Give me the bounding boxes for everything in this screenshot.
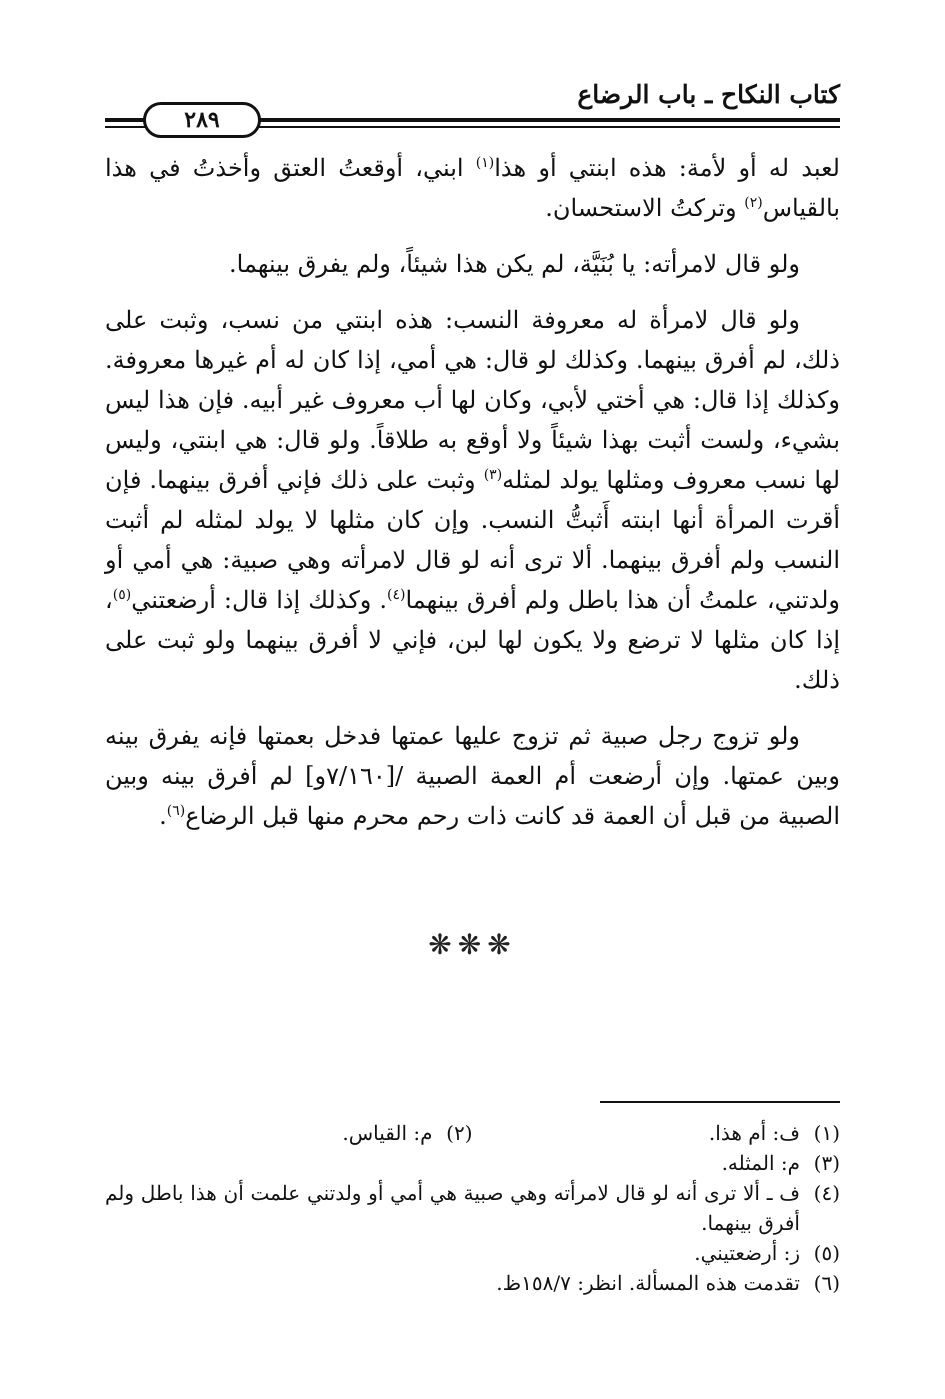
footnote-number: (٦): [813, 1271, 840, 1295]
footnote-text: م: القياس.: [342, 1121, 433, 1145]
text-run: ، إذا كان مثلها لا ترضع ولا يكون لها لبن، فإني لا أفرق بينهما ولو ثبت على ذلك.: [105, 586, 840, 694]
text-run: ابني، أوقعتُ العتق وأخذتُ في هذا بالقياس: [105, 154, 840, 222]
footnote-text: ز: أرضعتيني.: [694, 1241, 800, 1265]
section-separator: ❋❋❋: [428, 928, 517, 961]
text-run: وتركتُ الاستحسان.: [545, 194, 745, 222]
running-title: كتاب النكاح ـ باب الرضاع: [577, 80, 840, 109]
page-header: [105, 78, 840, 134]
footnote-4: [105, 1178, 840, 1238]
paragraph-4: [105, 716, 840, 836]
footnote-3: [105, 1148, 840, 1178]
footnote-text: ف ـ ألا ترى أنه لو قال لامرأته وهي صبية هي أمي أو ولدتني علمت أن هذا باطل ولم أفرق بينهما.: [105, 1181, 800, 1235]
main-text: [105, 148, 840, 852]
paragraph-1: [105, 148, 840, 228]
text-run: . وكذلك إذا قال: أرضعتني: [131, 586, 387, 614]
paragraph-2: ولو قال لامرأته: يا بُنَيَّة، لم يكن هذا شيئاً، ولم يفرق بينهما.: [229, 250, 800, 278]
text-run: ولو تزوج رجل صبية ثم تزوج عليها عمتها فدخل بعمتها فإنه يفرق بينه وبين عمتها. وإن أرضعت أم العمة الصبية /[٧/١٦٠و] لم أفرق بينه وبين الصبية من قبل أن العمة قد كانت ذات رحم محرم منها قبل الرضاع: [105, 722, 840, 830]
footnote-number: (٣): [813, 1151, 840, 1175]
footnote-text: تقدمت هذه المسألة. انظر: ١٥٨/٧ظ.: [496, 1271, 800, 1295]
footnote-ref-1[interactable]: (١): [475, 155, 495, 171]
paragraph-3: [105, 300, 840, 700]
footnote-number: (٢): [446, 1121, 473, 1145]
footnote-1: [473, 1118, 841, 1148]
footnote-ref-6[interactable]: (٦): [166, 803, 186, 819]
footnote-ref-4[interactable]: (٤): [386, 587, 406, 603]
footnote-rule: [600, 1101, 840, 1103]
footnote-5: [105, 1238, 840, 1268]
footnote-row: [105, 1118, 840, 1148]
footnote-text: م: المثله.: [721, 1151, 800, 1175]
footnotes: [105, 1118, 840, 1298]
page-number: ٢٨٩: [143, 102, 261, 138]
footnote-text: ف: أم هذا.: [708, 1121, 800, 1145]
footnote-number: (١): [813, 1121, 840, 1145]
text-run: وثبت على ذلك فإني أفرق بينهما. فإن أقرت المرأة أنها ابنته أَثبتُّ النسب. وإن كان مثلها لا يولد لمثله لم أثبت النسب ولم أفرق بينهما. ألا ترى أنه لو قال لامرأته وهي صبية: هي أمي أو ولدتني، علمتُ أن هذا باطل ولم أفرق بينهما: [105, 466, 840, 614]
text-run: لعبد له أو لأمة: هذه ابنتي أو هذا: [494, 154, 840, 182]
footnote-number: (٤): [813, 1181, 840, 1205]
footnote-ref-5[interactable]: (٥): [112, 587, 132, 603]
footnote-ref-2[interactable]: (٢): [744, 195, 763, 211]
footnote-ref-3[interactable]: (٣): [483, 467, 503, 483]
footnote-number: (٥): [813, 1241, 840, 1265]
footnote-6: [105, 1268, 840, 1298]
text-run: .: [159, 802, 167, 830]
footnote-2: [105, 1118, 473, 1148]
text-run: ولو قال لامرأة له معروفة النسب: هذه ابنتي من نسب، وثبت على ذلك، لم أفرق بينهما. وكذلك لو قال: هي أمي، إذا كان له أم غيرها معروفة. وكذلك إذا قال: هي أختي لأبي، وكان لها أب معروف غير أبيه. فإن هذا ليس بشيء، ولست أثبت بهذا شيئاً ولا أوقع به طلاقاً. ولو قال: هي ابنتي، وليس لها نسب معروف ومثلها يولد لمثله: [105, 306, 841, 494]
